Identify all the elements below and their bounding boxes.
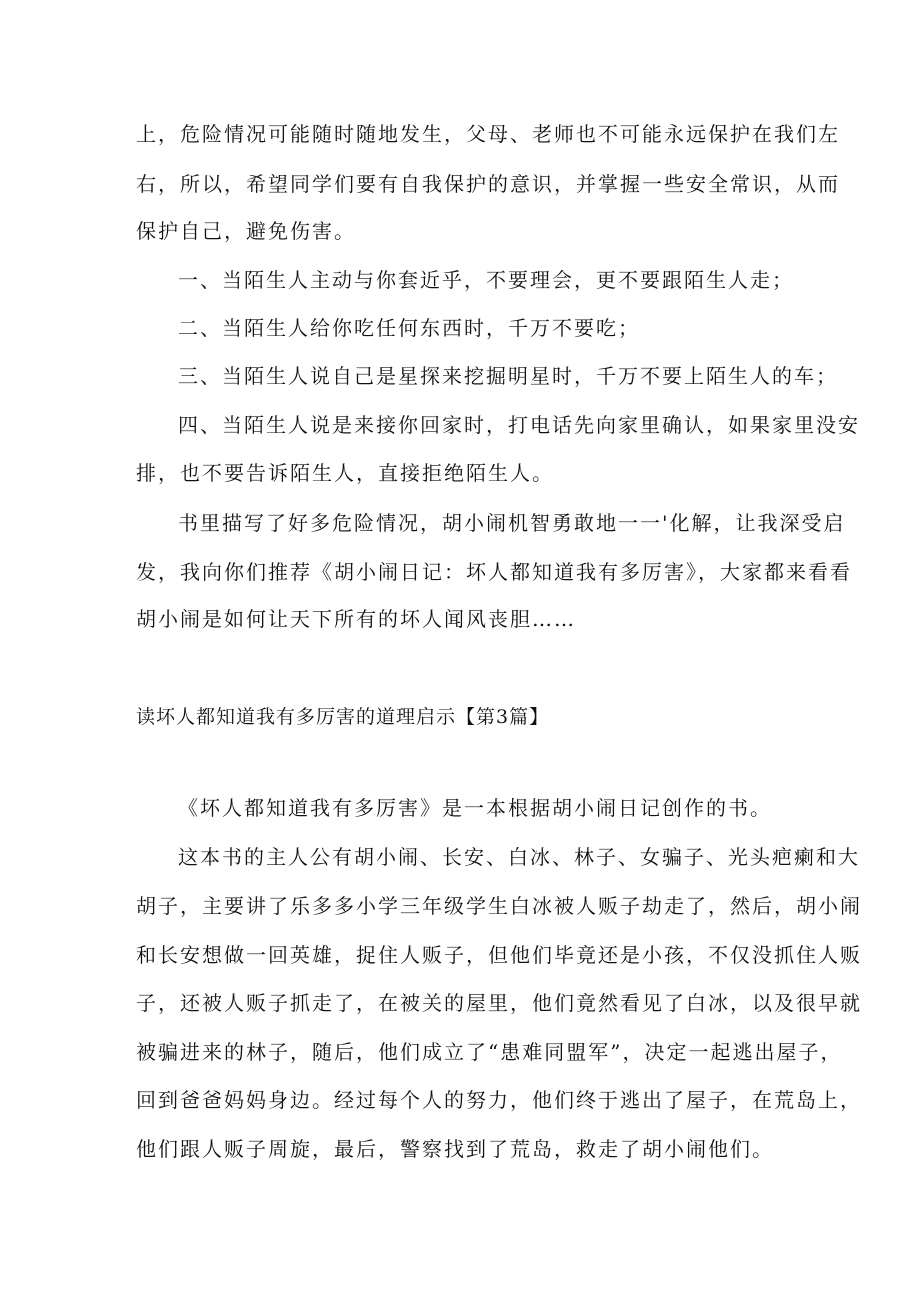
paragraph-line: 这本书的主人公有胡小闹、长安、白冰、林子、女骗子、光头疤瘌和大	[178, 845, 860, 869]
paragraph-line: 保护自己，避免伤害。	[136, 219, 356, 243]
paragraph-line: 右，所以，希望同学们要有自我保护的意识，并掌握一些安全常识，从而	[136, 172, 840, 196]
paragraph-line: 书里描写了好多危险情况，胡小闹机智勇敢地一一'化解，让我深受启	[178, 511, 846, 535]
rule-item: 一、当陌生人主动与你套近乎，不要理会，更不要跟陌生人走；	[178, 268, 794, 292]
paragraph-line: 子，还被人贩子抓走了，在被关的屋里，他们竟然看见了白冰，以及很早就	[136, 991, 862, 1015]
paragraph-line: 胡小闹是如何让天下所有的坏人闻风丧胆……	[136, 607, 576, 631]
paragraph-line: 被骗进来的林子，随后，他们成立了“患难同盟军”，决定一起逃出屋子，	[136, 1040, 843, 1064]
intro-line: 《坏人都知道我有多厉害》是一本根据胡小闹日记创作的书。	[178, 796, 772, 820]
paragraph-line: 胡子，主要讲了乐多多小学三年级学生白冰被人贩子劫走了，然后，胡小闹	[136, 894, 862, 918]
section-title: 读坏人都知道我有多厉害的道理启示【第3篇】	[136, 706, 550, 728]
rule-item: 四、当陌生人说是来接你回家时，打电话先向家里确认，如果家里没安	[178, 413, 860, 437]
rule-item: 二、当陌生人给你吃任何东西时，千万不要吃；	[178, 316, 640, 340]
rule-item: 三、当陌生人说自己是星探来挖掘明星时，千万不要上陌生人的车；	[178, 364, 838, 388]
paragraph-line: 回到爸爸妈妈身边。经过每个人的努力，他们终于逃出了屋子，在荒岛上，	[136, 1088, 862, 1112]
paragraph-line: 他们跟人贩子周旋，最后，警察找到了荒岛，救走了胡小闹他们。	[136, 1137, 774, 1161]
paragraph-line: 和长安想做一回英雄，捉住人贩子，但他们毕竟还是小孩，不仅没抓住人贩	[136, 943, 862, 967]
paragraph-line: 上，危险情况可能随时随地发生，父母、老师也不可能永远保护在我们左	[136, 122, 840, 146]
rule-item-continued: 排，也不要告诉陌生人，直接拒绝陌生人。	[136, 461, 554, 485]
paragraph-line: 发，我向你们推荐《胡小闹日记：坏人都知道我有多厉害》，大家都来看看	[136, 560, 852, 584]
